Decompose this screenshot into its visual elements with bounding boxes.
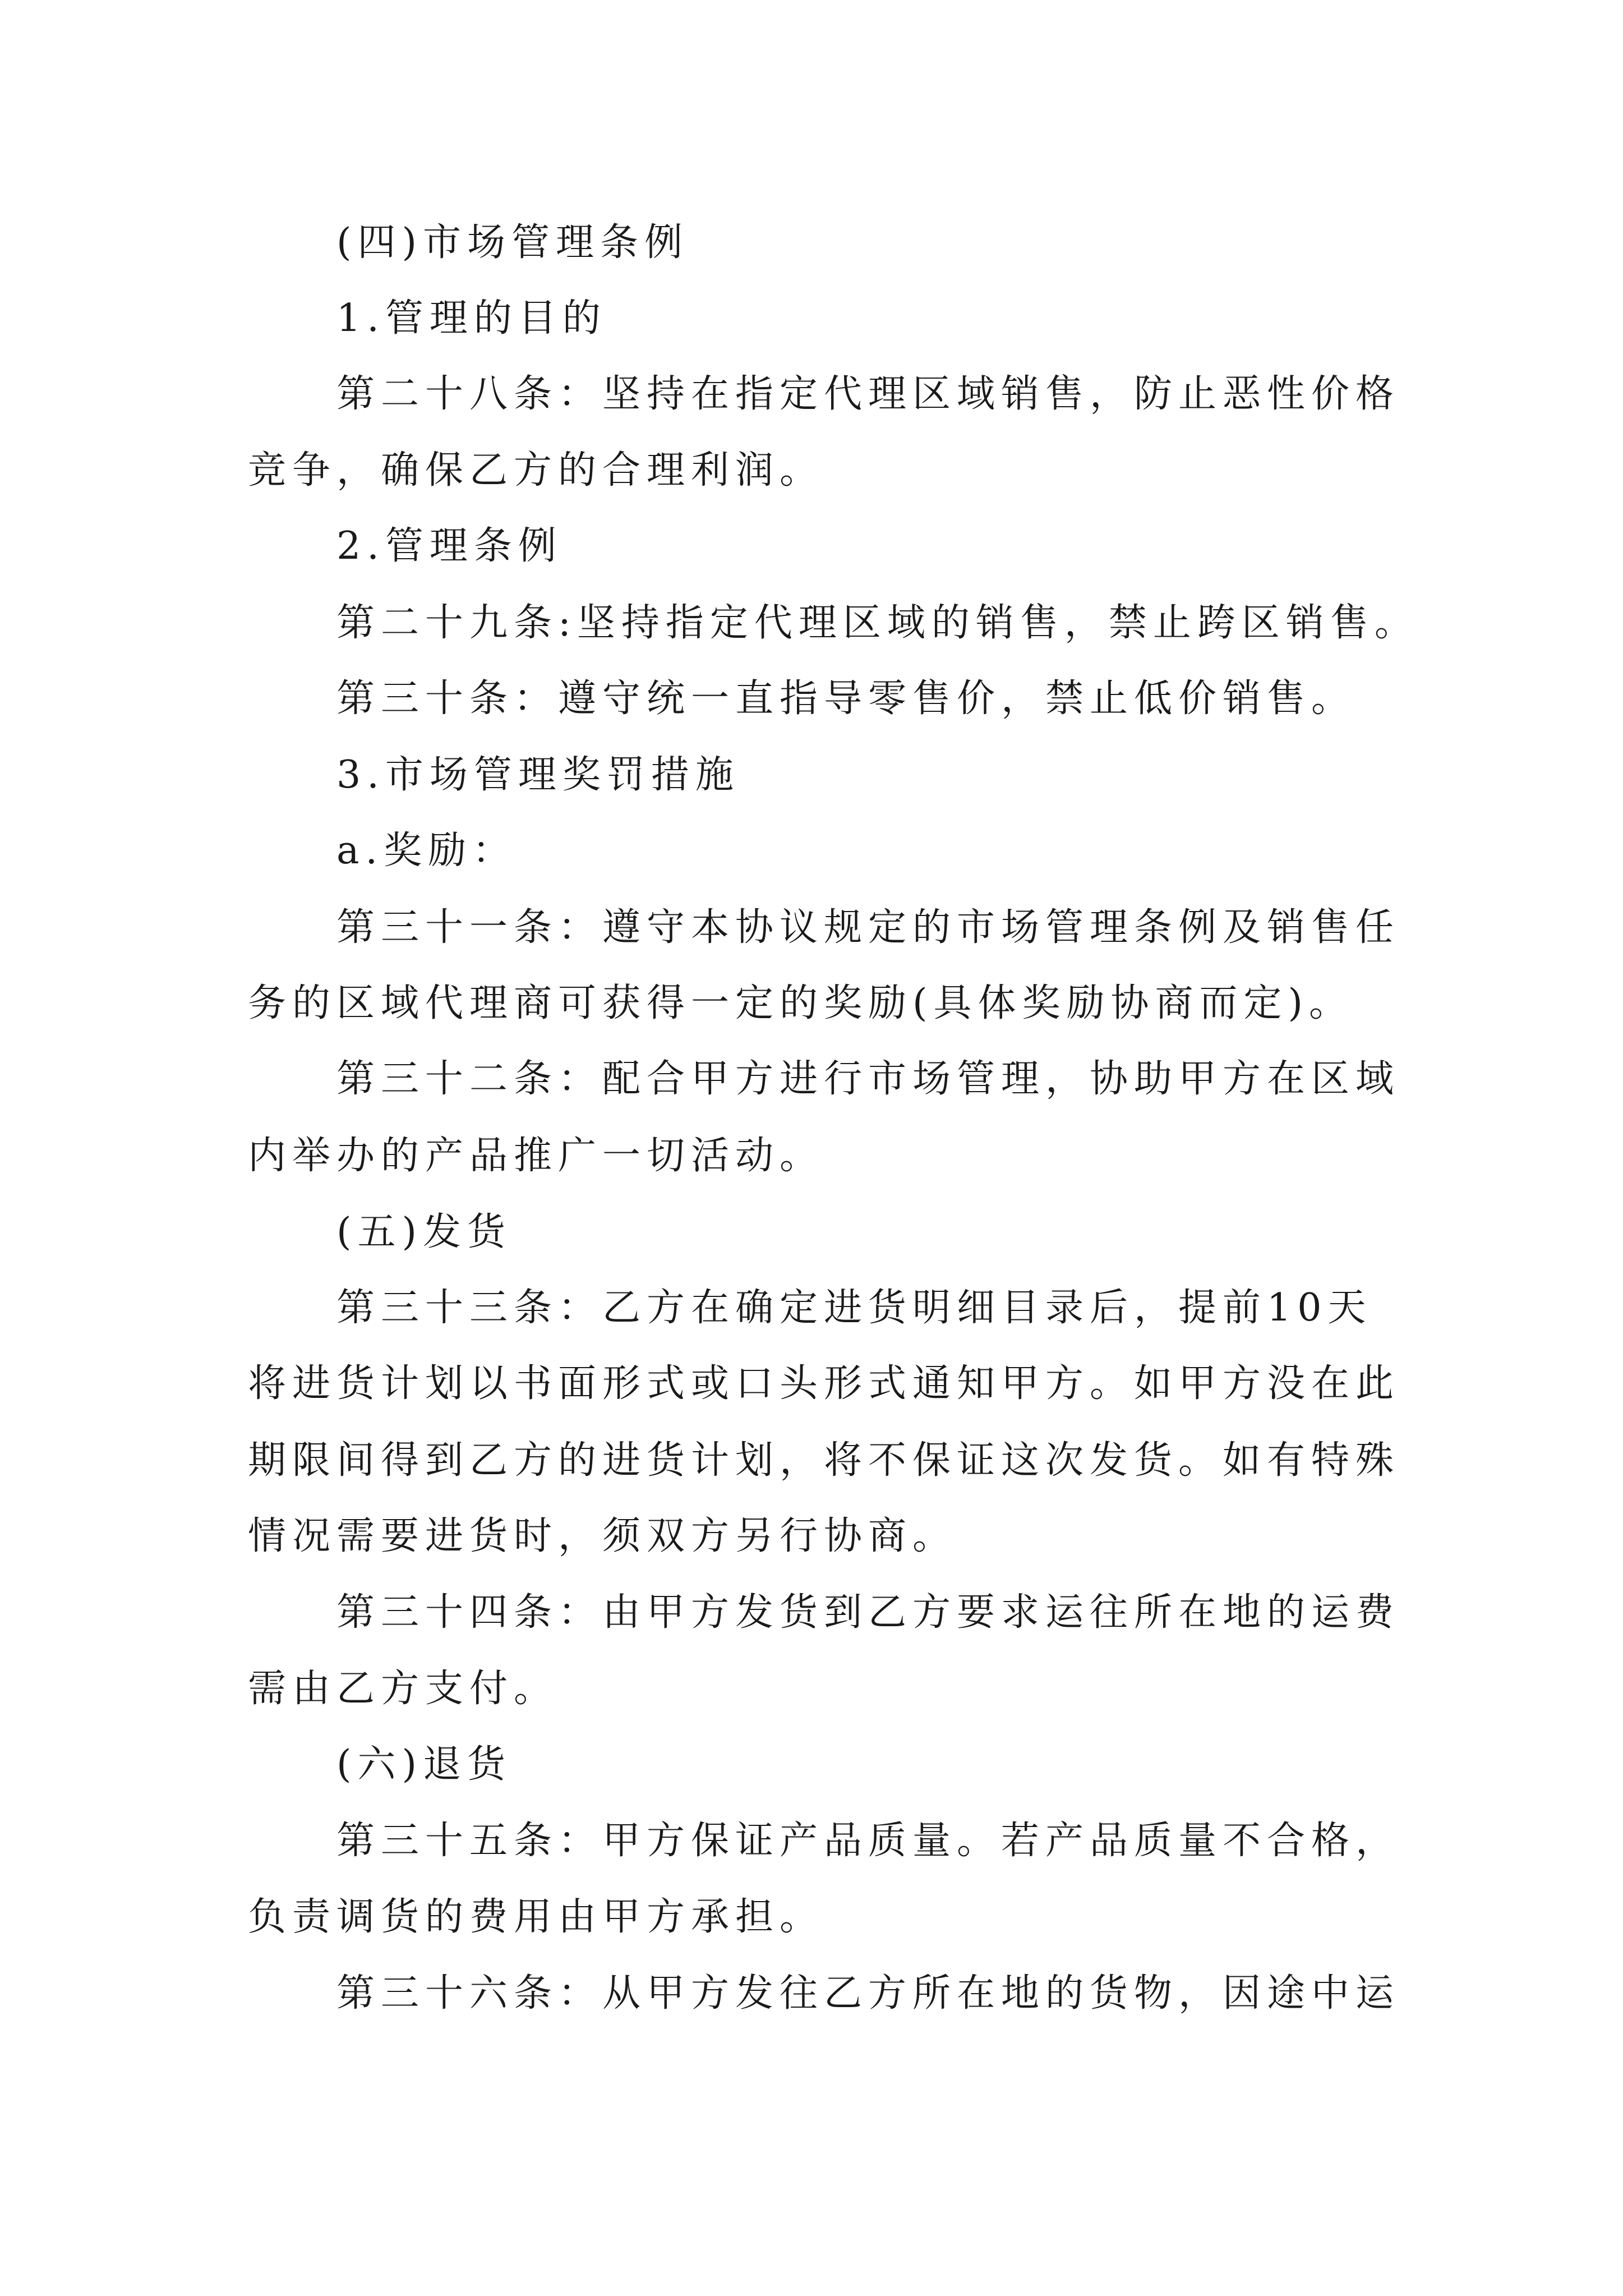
article-30: 第三十条：遵守统一直指导零售价，禁止低价销售。 [336, 677, 1356, 721]
article-28-line-1: 第二十八条：坚持在指定代理区域销售，防止恶性价格 [336, 372, 1400, 416]
article-32-line-1: 第三十二条：配合甲方进行市场管理，协助甲方在区域 [336, 1057, 1400, 1101]
article-36-line-1: 第三十六条：从甲方发往乙方所在地的货物，因途中运 [336, 1971, 1400, 2016]
subheading-rewards: a.奖励： [336, 829, 517, 873]
article-32-line-2: 内举办的产品推广一切活动。 [248, 1134, 824, 1178]
section-heading-returns: (六)退货 [336, 1742, 512, 1787]
section-heading-shipping: (五)发货 [336, 1210, 512, 1254]
article-35-line-2: 负责调货的费用由甲方承担。 [248, 1895, 824, 1939]
subheading-management-purpose: 1.管理的目的 [336, 296, 607, 341]
subheading-rewards-penalties: 3.市场管理奖罚措施 [336, 753, 740, 797]
article-34-line-1: 第三十四条：由甲方发货到乙方要求运往所在地的运费 [336, 1590, 1400, 1635]
article-33-line-4: 情况需要进货时，须双方另行协商。 [248, 1514, 957, 1558]
article-28-line-2: 竞争，确保乙方的合理利润。 [248, 448, 824, 493]
section-heading-market-management: (四)市场管理条例 [336, 220, 689, 265]
article-31-line-2: 务的区域代理商可获得一定的奖励(具体奖励协商而定)。 [248, 981, 1354, 1025]
subheading-management-rules: 2.管理条例 [336, 524, 562, 568]
article-33-line-1: 第三十三条：乙方在确定进货明细目录后，提前10天 [336, 1286, 1372, 1330]
article-35-line-1: 第三十五条：甲方保证产品质量。若产品质量不合格， [336, 1819, 1400, 1863]
article-33-line-3: 期限间得到乙方的进货计划，将不保证这次发货。如有特殊 [248, 1438, 1400, 1483]
article-31-line-1: 第三十一条：遵守本协议规定的市场管理条例及销售任 [336, 905, 1400, 950]
article-34-line-2: 需由乙方支付。 [248, 1667, 559, 1711]
article-33-line-2: 将进货计划以书面形式或口头形式通知甲方。如甲方没在此 [248, 1361, 1400, 1406]
article-29: 第二十九条:坚持指定代理区域的销售，禁止跨区销售。 [336, 601, 1419, 645]
